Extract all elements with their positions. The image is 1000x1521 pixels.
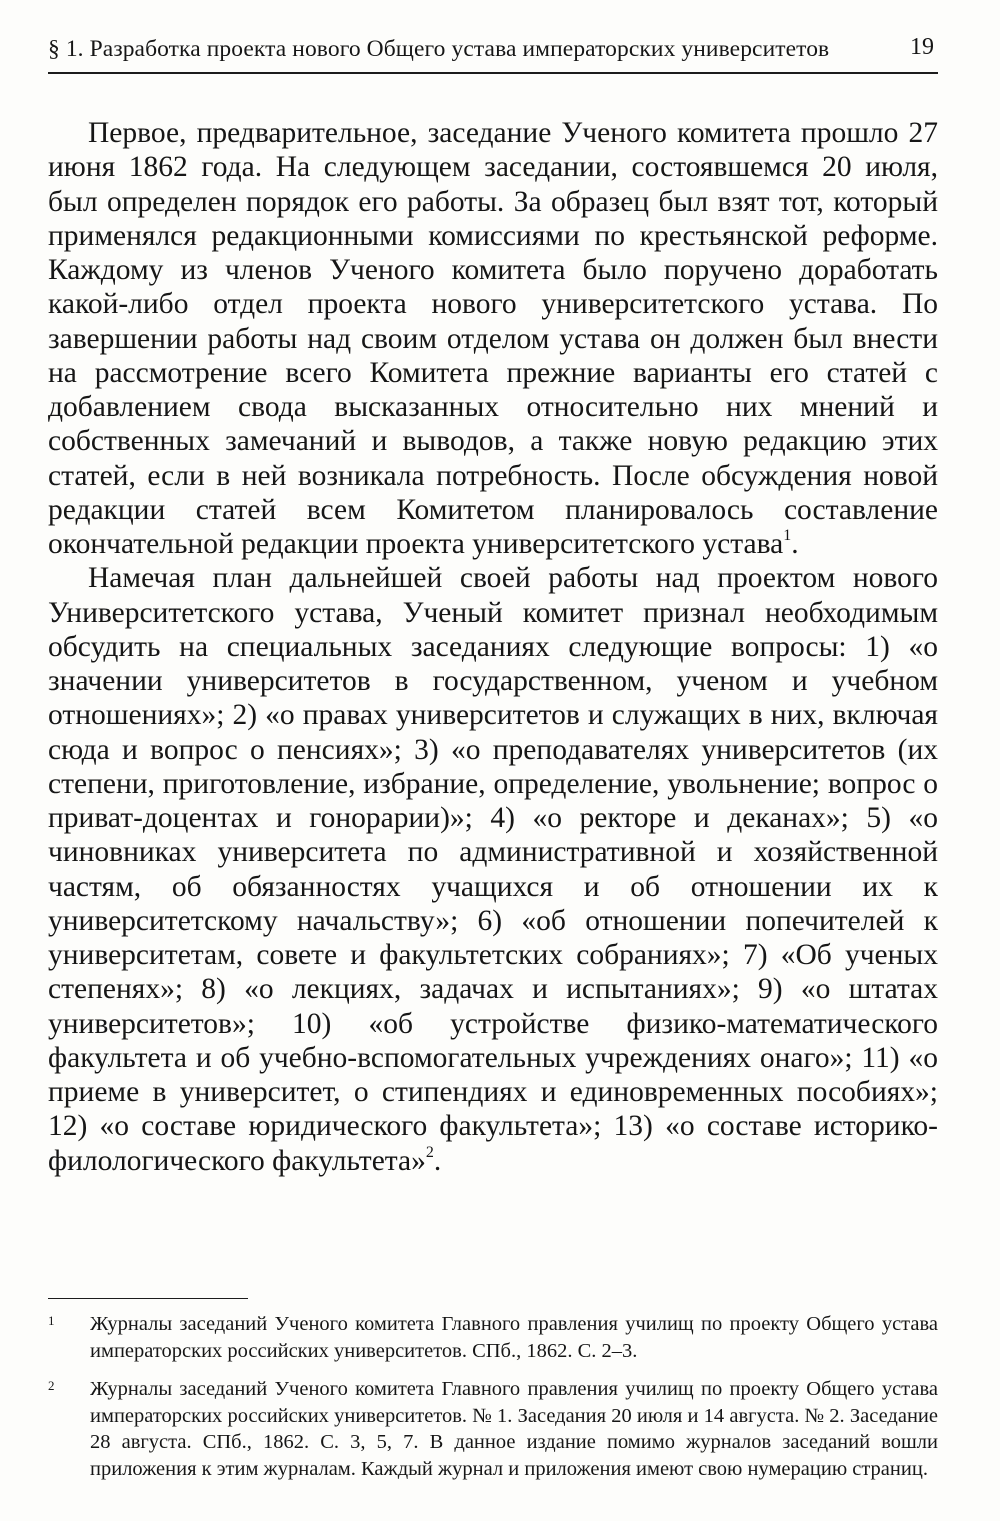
paragraph-text: Намечая план дальнейшей своей работы над проектом нового Университетского устава, Ученый комитет признал необходимым обсудить на специальных заседаниях следующие вопросы: 1) «о значении университетов в государственном, ученом и учебном отношениях»; 2) «о правах университетов и служащих в них, включая сюда и вопрос о пенсиях»; 3) «о преподавателях университетов (их степени, приготовление, избрание, определение, увольнение; вопрос о приват-доцентах и гонорарии)»; 4) «о ректоре и деканах»; 5) «о чиновниках университета по административной и хозяйственной частям, об обязанностях учащихся и об отношении их к университетскому начальству»; 6) «об отношении попечителей к университетам, совете и факультетских собраниях»; 7) «Об ученых степенях»; 8) «о лекциях, задачах и испытаниях»; 9) «о штатах университетов»; 10) «об устройстве физико-математического факультета и об учебно-вспомогательных учреждениях онаго»; 11) «о приеме в университет, о стипендиях и единовременных пособиях»; 12) «о составе юридического факультета»; 13) «о составе историко-филологического факультета» — [48, 562, 938, 1177]
footnote-reference: 2 — [425, 1143, 434, 1161]
paragraph — [48, 116, 938, 561]
footnote-text: Журналы заседаний Ученого комитета Главного правления училищ по проекту Общего устава императорских российских университетов. СПб., 1862. С. 2–3. — [90, 1313, 938, 1362]
footnote-mark: 2 — [48, 1378, 55, 1393]
footnote-divider — [48, 1298, 248, 1299]
page-number: 19 — [910, 34, 934, 60]
footnotes — [48, 1311, 938, 1482]
footnote-reference: 1 — [783, 527, 792, 545]
paragraph — [48, 561, 938, 1178]
footnote — [48, 1376, 938, 1482]
footnote — [48, 1311, 938, 1364]
section-title: § 1. Разработка проекта нового Общего устава императорских университетов — [48, 36, 830, 62]
footnote-text: Журналы заседаний Ученого комитета Главного правления училищ по проекту Общего устава императорских российских университетов. № 1. Заседания 20 июля и 14 августа. № 2. Заседание 28 августа. СПб., 1862. С. 3, 5, 7. В данное издание помимо журналов заседаний вошли приложения к этим журналам. Каждый журнал и приложения имеют свою нумерацию страниц. — [90, 1378, 938, 1480]
main-text — [48, 116, 938, 1178]
footnote-mark: 1 — [48, 1313, 55, 1328]
paragraph-end: . — [433, 1144, 442, 1177]
paragraph-text: Первое, предварительное, заседание Ученого комитета прошло 27 июня 1862 года. На следующем заседании, состоявшемся 20 июля, был определен порядок его работы. За образец был взят тот, который применялся редакционными комиссиями по крестьянской реформе. Каждому из членов Ученого комитета было поручено доработать какой-либо отдел проекта нового университетского устава. По завершении работы над своим отделом устава он должен был внести на рассмотрение всего Комитета прежние варианты его статей с добавлением свода высказанных относительно них мнений и собственных замечаний и выводов, а также новую редакцию этих статей, если в ней возникала потребность. После обсуждения новой редакции статей всем Комитетом планировалось составление окончательной редакции проекта университетского устава — [48, 117, 938, 560]
paragraph-end: . — [791, 528, 799, 560]
running-header — [48, 30, 938, 74]
